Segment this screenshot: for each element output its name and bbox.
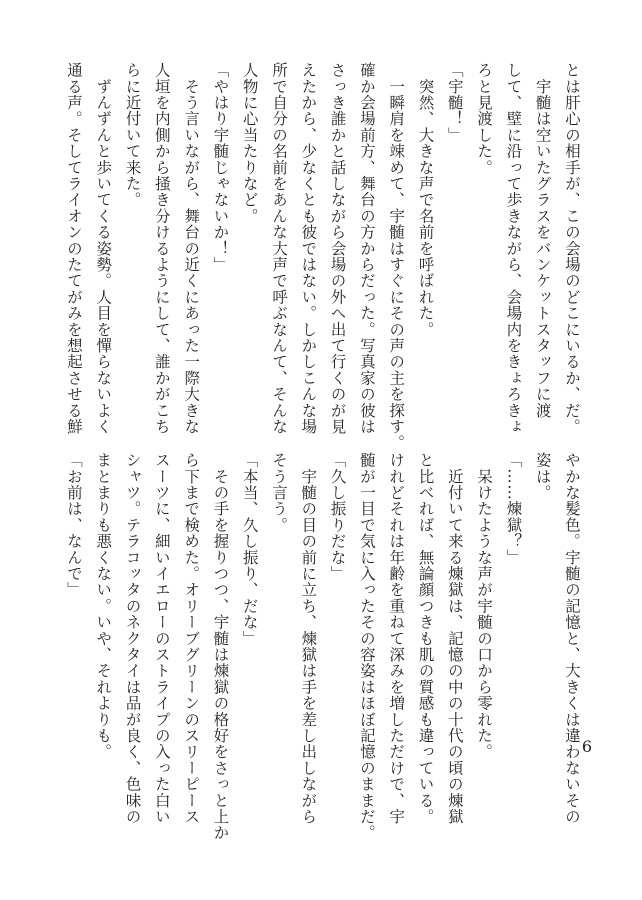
text-line: 一瞬肩を竦めて、宇髄はすぐにその声の主を探す。 — [387, 62, 406, 451]
page-number: 6 — [581, 737, 592, 756]
text-line: やかな髪色。宇髄の記憶と、大きくは違わないその — [563, 452, 581, 825]
text-line: とは肝心の相手が、この会場のどこにいるか、だ。 — [563, 62, 581, 435]
text-line: 突然、大きな声で名前を呼ばれた。 — [416, 62, 435, 338]
text-line: 宇髄の目の前に立ち、煉獄は手を差し出しながら — [299, 452, 318, 825]
text-line: スーツに、細いイエローのストライプの入った白い — [152, 452, 171, 825]
text-line: 「久し振りだな」 — [328, 452, 347, 582]
text-line: ら下まで検めた。オリーブグリーンのスリーピース — [182, 452, 201, 825]
text-line: 「本当、久し振り、だな」 — [240, 452, 259, 647]
text-line: ずんずんと歩いてくる姿勢。人目を憚らないよく — [94, 62, 113, 435]
text-line: 人物に心当たりなど。 — [240, 62, 259, 224]
text-line: 姿は。 — [533, 452, 552, 501]
text-line: さっき誰かと話しながら会場の外へ出て行くのが見 — [328, 62, 347, 435]
text-line: 通る声。そしてライオンのたてがみを想起させる鮮 — [64, 62, 83, 435]
text-line: 人垣を内側から掻き分けるようにして、誰かがこち — [152, 62, 171, 435]
text-line: えたから、少なくとも彼ではない。しかしこんな場 — [299, 62, 318, 435]
text-line: 呆けたような声が宇髄の口から零れた。 — [475, 452, 494, 760]
text-line: その手を握りつつ、宇髄は煉獄の格好をさっと上か — [211, 452, 230, 841]
text-line: と比べれば、無論顔つきも肌の質感も違っている。 — [416, 452, 435, 825]
text-line: 「やはり宇髄じゃないか！」 — [211, 62, 230, 273]
lower-text-block — [59, 452, 586, 841]
text-line: 「お前は、なんで」 — [64, 452, 83, 598]
upper-text-block — [59, 62, 586, 451]
text-line: 所で自分の名前をあんな大声で呼ぶなんて、そんな — [270, 62, 289, 435]
text-line: らに近付いて来た。 — [123, 62, 142, 208]
text-line: そう言いながら、舞台の近くにあった一際大きな — [182, 62, 201, 435]
text-line: 「……煉獄？」 — [504, 452, 523, 566]
text-line: けれどそれは年齢を重ねて深みを増しただけで、宇 — [387, 452, 406, 825]
text-line: シャツ。テラコッタのネクタイは品が良く、色味の — [123, 452, 142, 825]
text-line: 宇髄は空いたグラスをバンケットスタッフに渡 — [533, 62, 552, 419]
text-line: 髄が一目で気に入ったその容姿はほぼ記憶のままだ。 — [357, 452, 376, 841]
text-line: 確か会場前方、舞台の方からだった。写真家の彼は — [357, 62, 376, 435]
text-line: ろと見渡した。 — [475, 62, 494, 176]
text-line: 近付いて来る煉獄は、記憶の中の十代の頃の煉獄 — [445, 452, 464, 825]
text-line: そう言う。 — [270, 452, 289, 533]
text-line: 「宇髄！」 — [445, 62, 464, 143]
text-line: まとまりも悪くない。いや、それよりも。 — [94, 452, 113, 760]
text-line: して、壁に沿って歩きながら、会場内をきょろきょ — [504, 62, 523, 435]
